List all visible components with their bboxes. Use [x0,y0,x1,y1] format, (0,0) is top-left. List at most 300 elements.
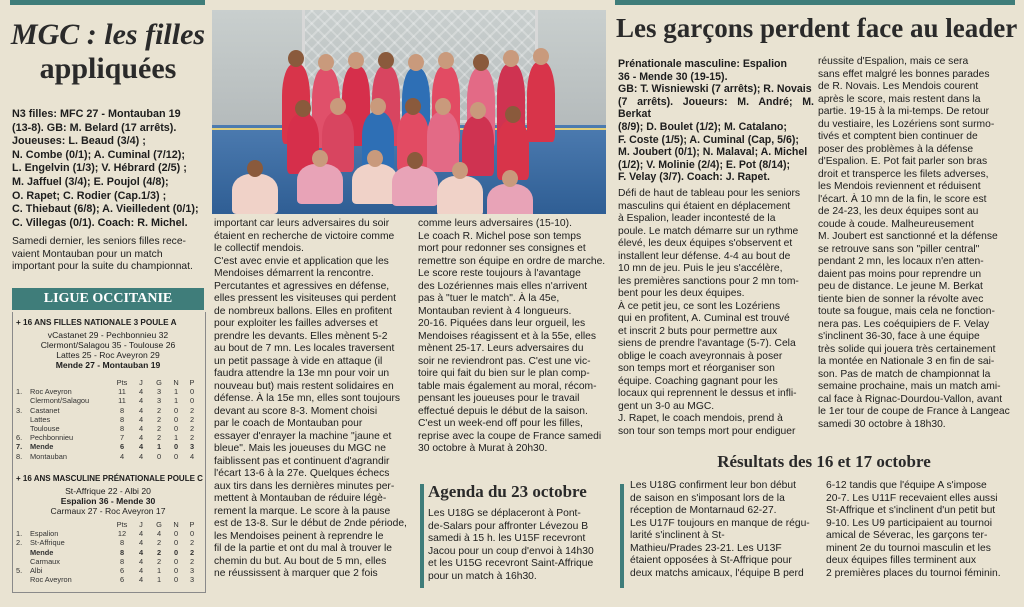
table-row [16,529,200,538]
table-cell: Toulouse [30,424,60,434]
article-line: son temps mort et réorganiser son [618,363,775,374]
section1-results [16,330,200,370]
article-line: 20-16. Piquées dans leur orgueil, les [418,318,586,329]
results-line: 20-7. Les U11F recevaient elles aussi [826,492,998,504]
player-head [408,54,424,71]
girls-article-col2 [214,218,412,581]
article-line: essayer d'enrayer la machine "jaune et [214,430,392,442]
lineup-line: (13-8). GB: M. Belard (17 arrêts). [12,121,177,134]
table-cell: 2 [156,433,162,443]
player-head [533,48,549,65]
table-cell: 4 [138,424,144,434]
lineup-line: Prénationale masculine: Espalion [618,58,787,70]
table-cell: 4 [138,451,144,461]
table-header [16,520,200,529]
table-cell: 4 [138,566,144,576]
player-head [247,160,263,177]
article-line: pour exploiter les failles adverses et [214,318,378,329]
table-cell: P [189,520,195,529]
player-figure [322,112,354,172]
article-line: important car leurs adversaires du soir [214,218,390,229]
table-cell [16,396,30,405]
girls-lineup-box [12,108,206,230]
results-line: réception de Montarnaud 62-27. [630,505,777,516]
lineup-line: O. Rapet; C. Rodier (Cap.1/3) ; [12,189,167,202]
table-cell [16,424,30,433]
results-line: amical de Séverac, les garçons ter- [826,530,988,541]
player-head [348,52,364,69]
lineup-line: C. Villegas (0/1). Coach: R. Michel. [12,216,188,229]
table-cell: 2 [156,414,162,424]
player-head [288,50,304,67]
table-cell: G [156,378,162,387]
table-cell: 1 [173,396,179,406]
result-line: Clermont/Salagou 35 - Toulouse 26 [40,340,176,350]
table-cell: 0 [173,529,179,539]
player-head [367,150,383,167]
article-line: droit et transperce les filets adverses, [818,168,989,180]
results-line: Les U18G confirment leur bon début [630,480,796,491]
table-cell: 4 [138,405,144,415]
intro-line: vaient Montauban pour un match [12,248,163,260]
article-line: la montée en Nationale 3 en fin de sai- [818,356,995,367]
table-cell: 0 [156,451,162,461]
table-cell: 8 [119,405,125,415]
table-row [16,538,200,547]
article-line: pas à "tuer le match". À la 45e, [418,293,560,304]
article-line: son tour son temps mort pour endiguer [618,425,796,437]
lineup-line: C. Thiebaut (6/8); A. Vieilledent (0/1); [12,203,199,216]
article-line: chemin du but. Au bout de 5 mn, elles [214,555,387,567]
lineup-line: Joueuses: L. Beaud (3/4) ; [12,135,146,148]
table-cell: 2 [189,538,195,548]
article-line: les Mendois reviennent et réduisent [818,181,981,192]
article-line: s'inclinent 36-30, face à une équipe [818,331,980,342]
player-head [312,150,328,167]
results-line: de saison en s'imposant lors de la [630,492,785,504]
table-cell: 0 [173,451,179,461]
table-row [16,396,200,405]
table-cell: 3 [189,575,195,585]
lineup-line: N3 filles: MFC 27 - Montauban 19 [12,108,181,120]
table-cell: 4 [138,433,144,443]
article-line: fil de la partie et ont du mal à trouver le [214,543,393,554]
player-head [295,100,311,117]
table-row [16,557,200,566]
article-line: pensant les joueuses pour le travail [418,393,580,404]
table-cell: 4 [138,556,144,566]
result-line: Espalion 36 - Mende 30 [60,496,156,506]
table-cell [16,557,30,566]
table-row [16,406,200,415]
article-line: faiblissent pas et continuent d'agrandir [214,455,390,467]
article-line: Mendoises démarrent la rencontre. [214,268,374,279]
table-cell: Roc Aveyron [30,575,72,585]
article-line: toire qui fait du bien sur le plan comp- [418,368,590,379]
article-line: son. Pas de match de championnat la [818,368,991,380]
top-accent-right [615,0,1015,5]
result-line: Carmaux 27 - Roc Aveyron 17 [50,506,166,516]
table-header [16,378,200,387]
article-line: tivés et comptent bien continuer de [818,131,978,142]
article-line: coude à coude. Malheureusement [818,218,974,230]
table-cell: 4 [189,451,195,461]
article-line: les Mendoises peinent à reprendre le [214,530,384,542]
table-cell: 0 [173,442,179,452]
table-cell: 1 [173,433,179,443]
agenda-title: Agenda du 23 octobre [428,482,587,501]
table-row [16,575,200,584]
ligue-banner: LIGUE OCCITANIE [12,288,204,310]
article-line: et inscrit 2 buts pour permettre aux [618,325,778,337]
table-cell: 3 [189,566,195,576]
table-cell: 1 [156,442,162,452]
article-line: le 1er tour de coupe de France à Langeac [818,406,1010,417]
article-line: mettent à Montauban de réduire légè- [214,493,387,504]
article-line: elles pressent les visiteuses qui perdent [214,293,397,304]
table-cell: 4 [138,396,144,406]
player-head [407,152,423,169]
article-line: Mendoises réagissent et à la 55e, elles [418,330,597,342]
table-cell: 7. [16,442,23,452]
team-photo [212,10,606,214]
table-cell: 4 [138,442,144,452]
article-line: l'écart. À 10 mn de la fin, le score est [818,193,987,205]
table-row [16,452,200,461]
article-line: rement la marque. Le score à la pause [214,505,391,517]
article-line: poser des problèmes à la défense [818,143,974,155]
table-row [16,387,200,396]
table-cell: 11 [118,396,126,406]
player-head [505,106,521,123]
title-line2: appliquées [39,52,177,85]
table-row [16,548,200,557]
table-cell: 12 [117,529,127,539]
article-line: locaux qui reprennent le dessus et infli- [618,388,797,399]
table-row [16,415,200,424]
article-line: au bout de 7 mn. Les locales traversent [214,343,395,354]
table-cell: G [156,520,162,529]
player-figure [232,174,278,214]
table-row [16,442,200,451]
article-line: mènent 25-17. Leurs adversaires du [418,343,584,354]
results-line: St-Affrique et s'inclinent d'un petit but [826,505,996,516]
article-line: aux tirs dans les dernières minutes per- [214,480,395,492]
right-article-title: Les garçons perdent face au leader [616,13,1018,43]
table-cell: 2 [156,556,162,566]
agenda-line: de-Salars pour affronter Lévezou B [428,520,589,532]
article-line: du vestiaire, les Lozériens sont surmo- [818,118,995,130]
article-line: semaine prochaine, mais un match ami- [818,381,1001,392]
table-cell: 4 [156,529,162,539]
player-head [473,54,489,71]
table-cell [16,575,30,584]
table-cell: 2 [156,424,162,434]
article-line: sans effet malgré les bonnes parades [818,68,990,80]
section2-title: + 16 ANS MASCULINE PRÉNATIONALE POULE C [16,474,203,483]
lineup-line: N. Combe (0/1); A. Cuminal (7/12); [12,148,185,161]
player-head [438,52,454,69]
table-cell [16,520,30,529]
table-cell [16,378,30,387]
article-line: prendre les devants. Elles mènent 5-2 [214,330,388,342]
table-cell: 0 [173,414,179,424]
agenda-text [428,508,610,583]
article-line: cal face à Rignac-Dourdou-Vallon, avant [818,393,1003,405]
table-cell: Albi [30,566,43,576]
table-cell: Mende [30,442,54,452]
player-head [405,98,421,115]
table-cell: 2 [189,414,195,424]
table-cell: 0 [189,387,195,397]
results-col2 [826,480,1016,580]
girls-article-col3 [418,218,608,456]
results-title: Résultats des 16 et 17 octobre [717,452,931,471]
article-line: des Lozériennes mais elles n'arrivent [418,280,588,292]
table-cell: 8 [119,414,125,424]
table-row [16,566,200,575]
table-cell: 4 [138,575,144,585]
player-head [503,50,519,67]
article-line: défense. À la 15e mn, elles sont toujours [214,393,401,404]
article-line: toute sa fougue, mais cela ne fonction- [818,306,995,317]
table-cell: 7 [119,433,125,443]
standings-table-2 [16,520,200,584]
table-cell: Montauban [30,451,67,461]
table-cell: 0 [173,538,179,548]
player-figure [392,166,438,206]
table-cell: Carmaux [30,556,60,566]
article-line: siens de prendre l'avantage (5-7). Cela [618,338,796,349]
article-line: qui en profitent, A. Cuminal est trouvé [618,313,790,324]
article-line: peu de distance. Le jeune M. Berkat [818,281,983,292]
article-line: oblige le coach aveyronnais à poser [618,350,783,362]
lineup-line: (1/2); V. Molinie (2/4); E. Pot (8/14); [618,158,791,171]
table-cell: N [173,520,179,529]
table-cell: Roc Aveyron [30,387,72,397]
article-line: masculins qui étaient en déplacement [618,200,791,212]
player-head [452,162,468,179]
article-line: Le score reste toujours à l'avantage [418,268,581,279]
results-line: étaient opposées à St-Affrique pour [630,555,792,566]
results-col1 [630,480,820,580]
table-cell: 4 [138,414,144,424]
article-line: très solide qui jouera très certainement [818,343,996,355]
results-bar [620,484,624,588]
article-line: poule. Le match démarre sur un rythme [618,225,799,237]
article-line: nera pas. Les coéquipiers de F. Velay [818,318,990,330]
lineup-line: M. Jaffuel (3/4); E. Poujol (4/8); [12,175,169,188]
table-row [16,433,200,442]
lineup-line: M. Joubert (0/1); N. Malaval; A. Michel [618,146,808,159]
article-line: C'est avec envie et application que les [214,255,389,267]
article-line: Percutantes et agressives en défense, [214,280,390,292]
table-cell: Lattes [30,414,51,424]
lineup-line: (8/9); D. Boulet (1/2); M. Catalano; [618,120,787,133]
player-head [330,98,346,115]
article-line: pendant 2 mn, les locaux n'en atten- [818,256,984,267]
article-line: comme leurs adversaires (15-10). [418,218,572,229]
table-cell: 2. [16,538,23,548]
article-line: bent pour les deux équipes. [618,288,745,299]
article-line: après le score, mais restent dans la [818,93,981,105]
results-line: Les U17F toujours en manque de régu- [630,517,810,529]
table-cell: 6 [119,442,125,452]
table-cell: 2 [189,405,195,415]
article-line: 30 octobre à Murat à 20h30. [418,443,548,454]
top-accent-left [10,0,205,5]
article-line: faudra attendre la 13e mn pour voir un [214,368,390,379]
article-line: de nombreux ballons. Elles en profitent [214,305,393,317]
article-line: se retrouve sans son "piller central" [818,243,980,255]
intro-line: Samedi dernier, les seniors filles rece- [12,236,186,247]
table-cell: 4 [138,538,144,548]
table-cell: 6 [119,575,125,585]
table-cell: 8 [119,424,125,434]
article-line: daient pas moins pour reprendre un [818,268,982,280]
result-line: vCastanet 29 - Pechbonnieu 32 [47,330,169,340]
article-line: table mais également au moral, récom- [418,380,597,392]
table-cell: Pechbonnieu [30,433,74,443]
result-line: St-Affrique 22 - Albi 20 [65,486,151,496]
intro-line: important pour la suite du championnat. [12,261,193,272]
article-line: installent leur défense. 4-4 au bout de [618,250,791,262]
table-cell: 2 [189,556,195,566]
player-head [378,52,394,69]
article-line: bleue". Mais les joueuses du MGC ne [214,443,386,454]
agenda-line: Jacou pour un coup d'envoi à 14h30 [428,545,594,557]
player-figure [437,176,483,214]
boys-lineup-box [618,58,814,184]
article-line: Défi de haut de tableau pour les seniors [618,188,801,199]
player-figure [487,184,533,214]
table-cell: 5. [16,566,23,576]
article-line: reprise avec la coupe de France samedi [418,430,602,442]
lineup-line: GB: T. Wisniewski (7 arrêts); R. Novais [618,83,812,96]
boys-article-col2 [818,56,1014,431]
player-figure [527,62,555,142]
lineup-line: F. Coste (1/5); A. Cuminal (Cap, 5/6); [618,133,799,146]
article-line: J. Rapet, le coach mendois, prend à [618,413,783,424]
results-line: Mathieu/Prades 23-21. Les U13F [630,542,782,554]
table-cell [16,415,30,424]
table-cell: 6 [119,566,125,576]
table-cell: 4 [138,547,144,557]
player-head [370,98,386,115]
player-head [470,102,486,119]
player-head [318,54,334,71]
boys-article-col1 [618,188,814,438]
table-cell: J [139,520,143,529]
article-line: un petit passage à vide en attaque (il [214,355,383,367]
table-cell: 2 [156,547,162,557]
article-line: d'Espalion. E. Pot fait parler son bras [818,156,988,167]
article-line: À ce petit jeu, ce sont les Lozériens [618,300,780,312]
table-cell: 1 [156,566,162,576]
table-cell: 2 [156,538,162,548]
lineup-line: F. Velay (3/7). Coach: J. Rapet. [618,171,770,184]
player-head [502,170,518,187]
article-line: réussite d'Espalion, mais ce sera [818,56,969,67]
results-line: minent 2e du tournoi masculin et les [826,542,991,554]
table-cell [30,378,112,387]
table-cell: 3 [189,442,195,452]
table-cell: N [173,378,179,387]
table-cell: 3. [16,405,23,415]
article-line: de 24-23, les deux équipes sont au [818,206,979,217]
table-cell: 8 [119,556,125,566]
article-line: le collectif mendois. [214,243,304,254]
table-cell: Pts [116,378,128,387]
table-cell: 0 [173,547,179,557]
article-line: nouveau but) mais restent solidaires en [214,380,394,392]
article-line: devant au score 8-3. Moment choisi [214,405,378,417]
table-cell: Espalion [30,529,59,539]
article-line: Montauban revient à 4 longueurs. [418,305,572,317]
table-cell [30,520,112,529]
article-line: soir ne reviendront pas. C'est une vic- [418,355,591,367]
table-cell: 8 [119,538,125,548]
table-cell: 3 [156,396,162,406]
table-cell [16,548,30,557]
results-line: deux matchs amicaux, l'équipe B perd [630,567,804,579]
agenda-line: samedi à 15 h. les U15F recevront [428,533,586,544]
article-line: est de 13-8. Sur le début de 2nde période, [214,518,407,529]
article-line: de R. Novais. Les Mendois courent [818,81,979,92]
table-cell: 4 [138,387,144,397]
article-line: tiente bien de sonner la révolte avec [818,293,984,305]
article-line: partie. 19-15 à la mi-temps. De retour [818,106,990,117]
article-line: étaient en recherche de victoire comme [214,230,395,242]
section2-results [16,486,200,516]
article-line: à Espalion, leader incontesté de la [618,213,776,224]
table-cell: P [189,378,195,387]
results-line: larité s'inclinent à St- [630,530,725,541]
article-line: remettre son équipe en ordre de marche. [418,255,606,267]
results-line: 2 premières places du tournoi féminin. [826,567,1001,579]
table-cell: 2 [189,424,195,434]
article-line: C'est un week-end off pour les filles, [418,418,583,429]
table-cell: Clermont/Salagou [30,396,90,406]
result-line: Lattes 25 - Roc Aveyron 29 [56,350,160,360]
table-cell: 0 [173,566,179,576]
article-line: ne réussissent à marquer que 2 fois [214,568,378,579]
table-cell: 3 [156,387,162,397]
article-line: effectué depuis le début de la saison. [418,405,588,417]
table-cell: Pts [116,520,128,529]
table-cell: Castanet [30,405,60,415]
player-figure [297,164,343,204]
table-cell: 1. [16,387,23,397]
agenda-line: Les U18G se déplaceront à Pont- [428,508,581,519]
table-cell: 2 [189,433,195,443]
table-cell: 6. [16,433,23,443]
table-cell: 11 [118,387,126,397]
table-cell: 4 [119,451,125,461]
table-cell: St-Affrique [30,538,65,548]
article-line: équipe. Coaching gagnant pour les [618,375,778,387]
results-line: 6-12 tandis que l'équipe A s'impose [826,480,987,491]
girls-intro [12,236,206,274]
article-line: élevé, les deux équipes s'observent et [618,238,793,249]
agenda-line: et les U15G recevront Saint-Affrique [428,558,594,569]
table-cell: 2 [189,547,195,557]
player-head [435,98,451,115]
table-cell: 0 [189,396,195,406]
table-cell: 8. [16,451,23,461]
lineup-line: 36 - Mende 30 (19-15). [618,70,728,83]
table-cell: 2 [156,405,162,415]
